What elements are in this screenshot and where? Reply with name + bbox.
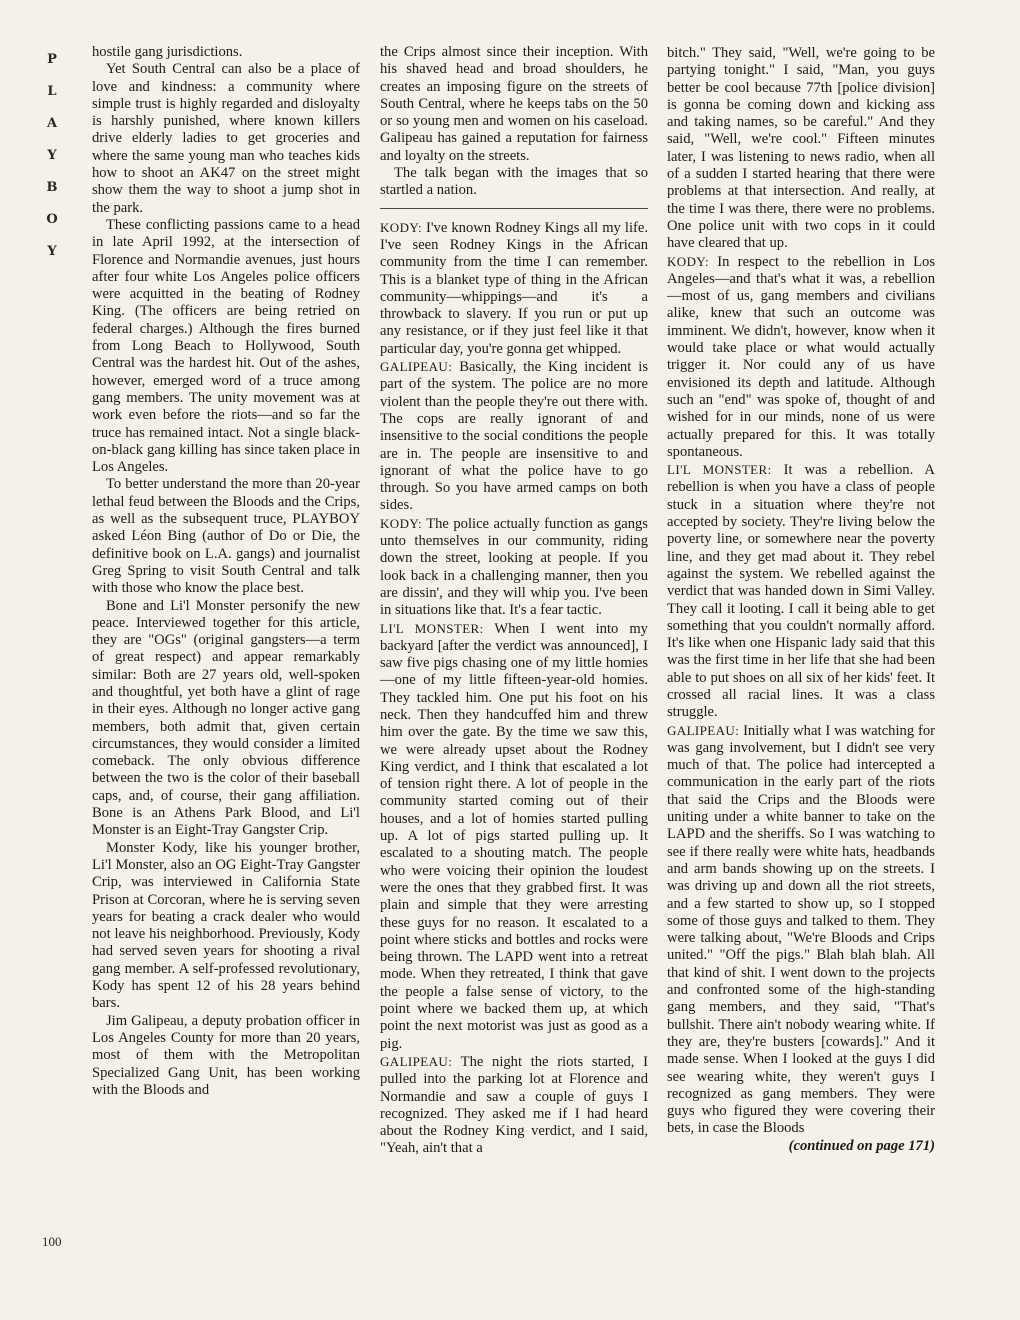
section-divider — [380, 208, 648, 209]
qa-paragraph — [380, 620, 648, 1053]
text-column-2 — [380, 44, 648, 1259]
qa-text: The police actually function as gangs unto themselves in our community, riding down the street, looking at people. If you look back in a challenging manner, then you are dissin', and they will whip you. I've been in situations like that. It's a fear tactic. — [380, 515, 648, 619]
qa-text: When I went into my backyard [after the verdict was announced], I saw five pigs chasing one of my little homies—one of my little fifteen-year-old homies. They tackled him. One put his foot on his neck. Then they handcuffed him and threw him over the gate. By the time we saw this, we were already upset about the Rodney King verdict, and I think that escalated a lot of tension right there. A lot of people in the community started coming out of their houses, and a lot of homies started pulling up. A lot of pigs started pulling up. It escalated to a shouting match. The people who were voicing their opinion the loudest were the ones that they grabbed first. It was plain and simple that they were arresting these guys for no reason. It escalated to a point where sticks and bottles and rocks were being thrown. The LAPD went into a retreat mode. When they retreated, I think that gave the people a false sense of victory, to the point where we backed them up, at which point the next motorist was just as good as a pig. — [380, 620, 648, 1052]
qa-text: In respect to the rebellion in Los Angeles—and that's what it was, a rebellion—most of us, gang members and civilians alike, knew that such an outcome was imminent. We didn't, however, know when it would take place or what would actually trigger it. Nor could any of us have envisioned its depth and latitude. Although such an "end" was spoke of, thought of and wished for in our minds, none of us were actually prepared for this. It was totally spontaneous. — [667, 253, 935, 460]
continuation-note: (continued on page 171) — [788, 1137, 935, 1154]
paragraph: Jim Galipeau, a deputy probation officer in Los Angeles County for more than 20 years, most of them with the Metropolitan Specialized Gang Unit, has been working with the Bloods and — [92, 1012, 360, 1098]
paragraph: Yet South Central can also be a place of love and kindness: a community where simple trust is highly regarded and disloyalty is harshly punished, where known killers drive elderly ladies to get groceries and where the same young man who teaches kids how to shoot an AK47 on the street might show them the way to shoot a jump shot in the park. — [92, 61, 360, 216]
qa-text: Initially what I was watching for was gang involvement, but I didn't see very much of that. The police had intercepted a communication in the early part of the riots that said the Crips and the Bloods were uniting under a white banner to take on the LAPD and the sheriffs. So I was watching to see if there really were white hats, headbands and arm bands showing up on the streets. I was driving up and down all the riot streets, and a few started to show up, so I stopped some of those guys and talked to them. They were talking about, "We're Bloods and Crips united." "Off the pigs." Blah blah blah. All that kind of shit. I went down to the projects and confronted some of the high-standing gang members, and they said, "That's bullshit. There ain't nobody wearing white. If they are, they're busters [cowards]." And it made sense. When I looked at the guys I did see wearing white, they weren't guys I recognized as gang members. They were guys who figured they were covering their bets, in case the Bloods — [667, 722, 935, 1137]
running-head-letter: L — [47, 84, 57, 99]
speaker-label: GALIPEAU: — [667, 722, 740, 738]
paragraph: the Crips almost since their inception. With his shaved head and broad shoulders, he creates an imposing figure on the streets of South Central, where he keeps tabs on the 50 or so young men and women on his caseload. Galipeau has gained a reputation for fairness and loyalty on the streets. — [380, 44, 648, 164]
qa-text: bitch." They said, "Well, we're going to be partying tonight." I said, "Man, you guys better be cool because 77th [police division] is gonna be coming down and kicking ass and taking names, so be careful." And they said, "Well, we're cool." Fifteen minutes later, I was listening to news radio, when all of a sudden I started hearing that there were problems at that intersection. And really, at the time I was there, there were no problems. One police unit with two cops in it could have cleared that up. — [667, 45, 935, 252]
qa-paragraph — [380, 219, 648, 358]
paragraph: Monster Kody, like his younger brother, Li'l Monster, also an OG Eight-Tray Gangster Crip, was interviewed in California State Prison at Corcoran, where he is serving seven years for beating a crack dealer who would not leave his neighborhood. Previously, Kody had served seven years for shooting a rival gang member. A self-professed revolutionary, Kody has spent 12 of his 28 years behind bars. — [92, 839, 360, 1012]
running-head — [40, 44, 64, 268]
page-number: 100 — [42, 1234, 62, 1249]
speaker-label: LI'L MONSTER: — [380, 620, 484, 636]
qa-text: The night the riots started, I pulled into the parking lot at Florence and Normandie and saw a couple of guys I recognized. They asked me if I had heard about the Rodney King verdict, and I said, "Yeah, ain't that a — [380, 1053, 648, 1157]
qa-text: Basically, the King incident is part of the system. The police are no more violent than the people they're out there with. The cops are really ignorant of and insensitive to the social conditions the people are in. The people are insensitive to and ignorant of what the police have to go through. So you have armed camps on both sides. — [380, 359, 648, 514]
qa-paragraph — [667, 461, 935, 721]
qa-text: It was a rebellion. A rebellion is when you have a class of people stuck in a situation where they're not accepted by society. They're living below the poverty line, or somewhere near the poverty line, and they get mad about it. They rebel against the system. We rebelled against the verdict that was handed down in Simi Valley. They call it looting. I call it being able to get something that you couldn't normally afford. It's like when one Hispanic lady said that this was the first time in her life that she had been able to put shoes on all six of her kids' feet. It crossed all racial lines. It was a class struggle. — [667, 462, 935, 721]
qa-text: I've known Rodney Kings all my life. I've seen Rodney Kings in the African community from the time I can remember. This is a blanket type of thing in the African community—whippings—and it's a throwback to slavery. If you run or put up any resistance, or if they just feel like it that particular day, you're gonna get whipped. — [380, 219, 648, 357]
running-head-letter: B — [46, 180, 58, 195]
qa-paragraph — [380, 358, 648, 515]
paragraph: These conflicting passions came to a head in late April 1992, at the intersection of Florence and Normandie avenues, just hours after four white Los Angeles police officers were acquitted in the beating of Rodney King. (The officers are being retried on federal charges.) Although the fires burned from Long Beach to Hollywood, South Central was the hardest hit. Out of the ashes, however, emerged word of a truce among gang members. The unity movement was at work even before the riots—and so far the truce has remained intact. Not a single black-on-black gang killing has since taken place in Los Angeles. — [92, 216, 360, 476]
speaker-label: KODY: — [380, 219, 422, 235]
speaker-label: LI'L MONSTER: — [667, 462, 772, 478]
speaker-label: GALIPEAU: — [380, 1053, 453, 1069]
running-head-letter: Y — [47, 148, 57, 163]
speaker-label: KODY: — [667, 253, 709, 269]
qa-paragraph — [380, 515, 648, 620]
qa-paragraph — [667, 44, 935, 253]
speaker-label: KODY: — [380, 515, 422, 531]
running-head-letter: A — [46, 116, 58, 131]
speaker-label: GALIPEAU: — [380, 359, 453, 375]
running-head-letter: O — [46, 212, 58, 227]
running-head-letter: P — [47, 52, 57, 67]
qa-paragraph — [667, 253, 935, 462]
running-head-letter: Y — [47, 244, 57, 259]
paragraph: To better understand the more than 20-year lethal feud between the Bloods and the Crips, as well as the subsequent truce, PLAYBOY asked Léon Bing (author of Do or Die, the definitive book on L.A. gangs) and journalist Greg Spring to visit South Central and talk with those who know the place best. — [92, 476, 360, 597]
paragraph: hostile gang jurisdictions. — [92, 44, 243, 60]
qa-paragraph — [380, 1053, 648, 1158]
paragraph: The talk began with the images that so startled a nation. — [380, 165, 648, 199]
text-column-3 — [667, 44, 935, 1259]
paragraph: Bone and Li'l Monster personify the new peace. Interviewed together for this article, they are "OGs" (original gangsters—a term of great respect) and appear remarkably similar: Both are 27 years old, well-spoken and thoughtful, yet both have a glint of rage in their eyes. Although no longer active gang members, both admit that, given certain circumstances, they would consider a limited comeback. The only obvious difference between the two is the color of their baseball caps, and, of course, their gang affiliation. Bone is an Athens Park Blood, and Li'l Monster is an Eight-Tray Gangster Crip. — [92, 597, 360, 839]
text-column-1 — [92, 44, 360, 1259]
qa-paragraph — [667, 722, 935, 1138]
